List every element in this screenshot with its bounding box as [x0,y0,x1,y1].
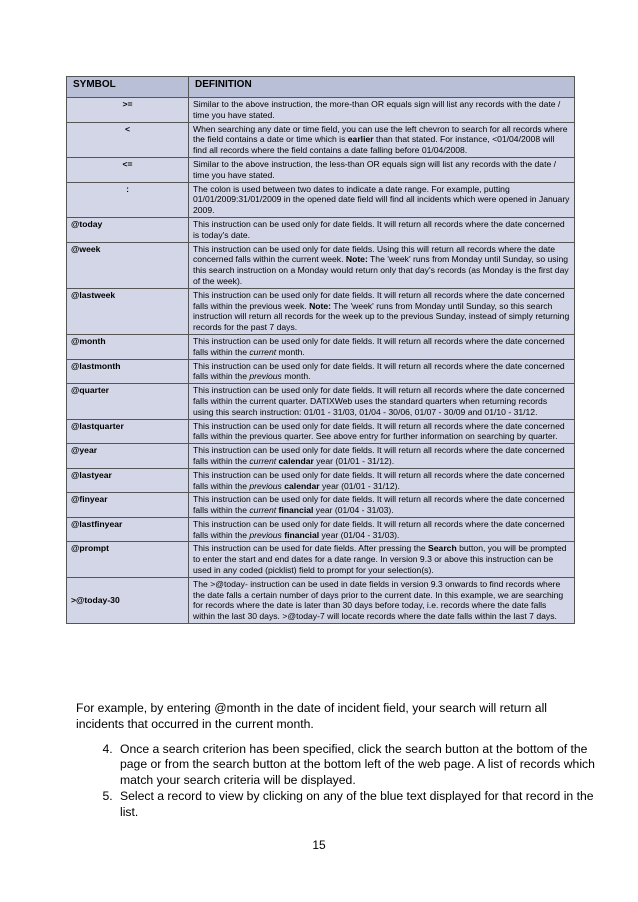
table-row [67,98,575,123]
symbol-cell: <= [67,157,189,182]
definition-text: This instruction can be used only for date fields. It will return all records where the date concerned falls within the [193,360,565,382]
definition-text: The 'week' runs from Monday until Sunday, so this search instruction will return all records for the week up to the previous Sunday, instead of simply returning records for the past 7 days. [193,300,570,333]
symbol-cell: @lastyear [67,468,189,493]
definition-text: Note: [309,300,332,311]
page-number: 15 [312,838,326,852]
definition-cell [189,419,575,444]
definition-text: year (01/04 - 31/03). [313,505,394,516]
symbol-definition-table [66,76,575,624]
definition-cell [189,493,575,518]
symbol-cell: @prompt [67,542,189,577]
definition-text: financial [278,505,314,516]
definition-text: Note: [345,254,368,265]
table-row [67,217,575,242]
definition-text: Similar to the above instruction, the more-than OR equals sign will list any records with the date / time you have stated. [193,99,561,120]
table-row [67,359,575,384]
definition-text: year (01/01 - 31/12). [313,455,395,466]
symbol-cell: >@today-30 [67,577,189,623]
table-row [67,384,575,419]
definition-text: This instruction can be used only for date fields. It will return all records where the date concerned falls within the current quarter. DATIXWeb uses the standard quarters when returning records using this search instruction: 01/01 - 31/03, 01/04 - 30/06, 01/07 - 30/09 and 01/10 - 31/12. [193,385,565,417]
definition-cell [189,217,575,242]
definition-text: current [249,505,277,516]
definition-cell [189,288,575,334]
symbol-cell: @lastquarter [67,419,189,444]
table-row [67,542,575,577]
table-row [67,444,575,469]
definition-text: When searching any date or time field, you can use the left chevron to search for all records where the field contains a date or time which is [193,123,568,145]
definition-text: previous [249,371,282,382]
table-row [67,157,575,182]
definition-text: month. [281,371,311,382]
symbol-cell: @year [67,444,189,469]
symbol-cell: < [67,122,189,157]
symbol-cell: @lastweek [67,288,189,334]
definition-text: This instruction can be used only for date fields. It will return all records where the date concerned is today's date. [193,218,565,240]
table-row [67,182,575,217]
definition-text: This instruction can be used only for date fields. It will return all records where the date concerned falls within the [193,445,565,466]
table-row [67,517,575,542]
definition-text: than that stated. For instance, <01/04/2008 will find all records where the field contains a date falling before 01/04/2008. [193,134,555,156]
definition-text: This instruction can be used only for date fields. It will return all records where the date concerned falls within the [193,494,565,516]
definition-text: year (01/04 - 31/03). [319,529,400,540]
definition-cell [189,359,575,384]
definition-text: This instruction can be used only for date fields. It will return all records where the date concerned falls within the [193,335,565,357]
definition-text: The colon is used between two dates to indicate a date range. For example, putting 01/01/2009:31/01/2009 in the opened date field will find all incidents which were opened in January 2009. [193,183,570,216]
table-row [67,122,575,157]
table-row [67,334,575,359]
definition-text: This instruction can be used only for date fields. It will return all records where the date concerned falls within the [193,518,565,540]
definition-cell [189,157,575,182]
definition-cell [189,468,575,493]
definition-cell [189,242,575,288]
definition-cell [189,122,575,157]
definition-text: current [249,455,277,466]
definition-cell [189,542,575,577]
symbol-cell: @lastmonth [67,359,189,384]
definition-text: year (01/01 - 31/12). [319,480,400,491]
definition-text: This instruction can be used only for date fields. Using this will return all records where the date concerned falls within the current week. [193,243,556,265]
table-header-row [67,77,575,98]
symbol-cell: @quarter [67,384,189,419]
instruction-steps [78,742,606,821]
definition-text: previous [249,480,282,491]
symbol-cell: : [67,182,189,217]
definition-cell [189,444,575,469]
table-row [67,242,575,288]
definition-cell [189,98,575,123]
definition-cell [189,384,575,419]
definition-text: This instruction can be used only for date fields. It will return all records where the date concerned falls within the previous quarter. See above entry for further information on searching by quarter. [193,420,565,442]
definition-text: Search [428,543,457,554]
example-paragraph: For example, by entering @month in the date of incident field, your search will return all incidents that occurred in the current month. [76,701,547,731]
symbol-cell: @month [67,334,189,359]
list-item: 5. Select a record to view by clicking on any of the blue text displayed for that record in the list. [116,789,606,820]
column-header-definition: DEFINITION [189,77,575,98]
definition-text: current [249,346,277,357]
symbol-cell: @today [67,217,189,242]
table-row [67,468,575,493]
symbol-cell: @week [67,242,189,288]
definition-cell [189,334,575,359]
definition-text: calendar [284,480,320,491]
definition-text: The 'week' runs from Monday until Sunday, so using this search instruction on a Monday would return only that day's records (as Monday is the first day of the week). [193,254,569,286]
definition-text: The >@today- instruction can be used in date fields in version 9.3 onwards to find records where the date falls a certain number of days prior to the current date. In this example, we are searching for records where the date is later than 30 days before today, i.e. records where the date falls within the last 30 days. >@today-7 will locate records where the date falls within the last 7 days. [193,578,564,622]
definition-text: previous [249,529,282,540]
definition-text: button, you will be prompted to enter the start and end dates for a date range. In version 9.3 or above this instruction can be used in any coded (picklist) field to prompt for your selection(s). [193,543,567,576]
symbol-cell: @finyear [67,493,189,518]
definition-cell [189,517,575,542]
definition-text: This instruction can be used only for date fields. It will return all records where the date concerned falls within the [193,469,565,491]
definition-text: financial [284,529,320,540]
table-row [67,493,575,518]
definition-cell [189,182,575,217]
definition-text: month. [276,346,305,357]
symbol-cell: >= [67,98,189,123]
table-row [67,419,575,444]
table-row [67,288,575,334]
definition-text: This instruction can be used for date fields. After pressing the [193,543,429,554]
table-body [67,98,575,624]
definition-text: Similar to the above instruction, the less-than OR equals sign will list any records with the date / time you have stated. [193,158,557,180]
symbol-cell: @lastfinyear [67,517,189,542]
definition-text: calendar [278,455,314,466]
list-item: 4. Once a search criterion has been specified, click the search button at the bottom of the page or from the search button at the bottom left of the web page. A list of records which match your search criteria will be displayed. [116,742,606,788]
definition-text: This instruction can be used only for date fields. It will return all records where the date concerned falls within the previous week. [193,289,565,311]
definition-text: earlier [347,134,374,145]
definition-cell [189,577,575,623]
table-row [67,577,575,623]
column-header-symbol: SYMBOL [67,77,189,98]
